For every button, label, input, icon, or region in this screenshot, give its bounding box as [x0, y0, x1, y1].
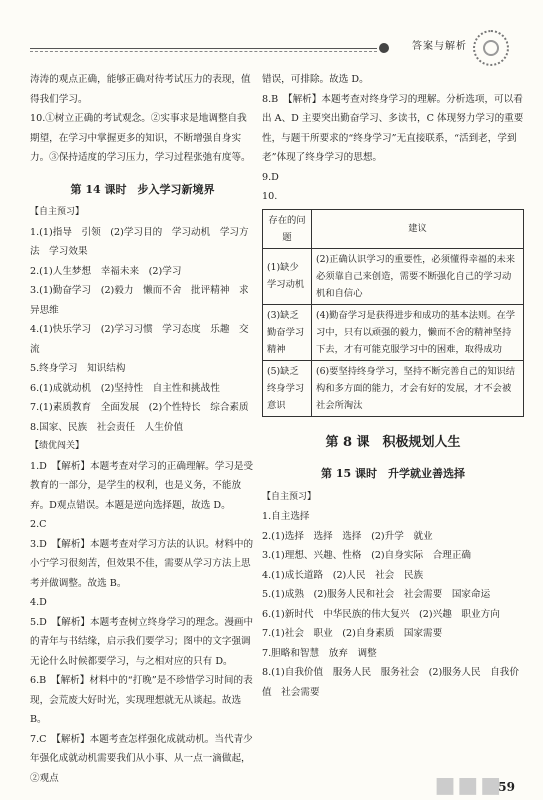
drill-label: 【绩优闯关】	[30, 441, 85, 451]
preview-label: 【自主预习】	[30, 207, 85, 217]
answer-item: 10.	[262, 191, 278, 202]
answer-item: 8.国家、民族 社会责任 人生价值	[30, 421, 184, 433]
header-title: 答案与解析	[412, 41, 467, 52]
answer-item: 1.D 【解析】本题考查对学习的正确理解。学习是受教育的一部分，是学生的权利，也是义务，不能放弃。D观点错误。本题是逆向选择题，故选 D。	[30, 460, 254, 511]
answer-item: 3.(1)勤奋学习 (2)毅力 懒而不舍 批评精神 求异思维	[30, 285, 249, 316]
right-intro-1: 错误，可排除。故选 D。	[262, 74, 369, 85]
lesson-14-title: 第 14 课时 步入学习新境界	[70, 182, 215, 196]
page-number: 59	[498, 780, 515, 794]
bullet-icon	[379, 43, 389, 53]
table-header-row	[263, 209, 524, 248]
lesson-15-title: 第 15 课时 升学就业善选择	[321, 467, 465, 480]
answer-item: 2.(1)选择 选择 选择 (2)升学 就业	[262, 530, 433, 542]
table-row	[263, 304, 524, 360]
header-rule	[30, 48, 377, 52]
table-cell: (6)要坚持终身学习，坚持不断完善自己的知识结构和多方面的能力，才会有好的发展，才不会被社会所淘汰	[312, 360, 524, 416]
answer-item: 6.B 【解析】材料中的“打晚”是不珍惜学习时间的表现，会荒废大好时光，实现理想就无从谈起。故选 B。	[30, 675, 253, 725]
answer-item: 7.(1)社会 职业 (2)自身素质 国家需要	[262, 628, 443, 639]
answer-item: 4.D	[30, 597, 47, 608]
left-column	[30, 70, 255, 788]
table-cell: (3)缺乏勤奋学习精神	[263, 304, 312, 360]
answer-item: 7.C 【解析】本题考查怎样强化成就动机。当代青少年强化成就动机需要我们从小事、从一点一滴做起，②观点	[30, 733, 253, 784]
watermark-logo: ■■■	[434, 773, 503, 798]
answer-item: 6.(1)新时代 中华民族的伟大复兴 (2)兴趣 职业方向	[262, 608, 500, 620]
answer-item: 9.D	[262, 171, 279, 183]
table-header-cell: 存在的问题	[263, 209, 312, 248]
table-cell: (4)勤奋学习是获得进步和成功的基本法则。在学习中，只有以顽强的毅力，懒而不舍的精神坚持下去，才有可能克服学习中的困难，取得成功	[312, 304, 524, 360]
answer-item: 6.(1)成就动机 (2)坚持性 自主性和挑战性	[30, 382, 220, 394]
answer-item: 8.B 【解析】本题考查对终身学习的理解。分析选项，可以看出 A、D 主要突出勤奋学习、多读书，C 体现努力学习的重要性，与题干所要求的“终身学习”无直接联系，“活到老，学到老”体现了终身学习的思想。	[262, 93, 524, 163]
answer-table	[262, 209, 524, 417]
answer-item: 4.(1)快乐学习 (2)学习习惯 学习态度 乐趣 交流	[30, 324, 249, 355]
table-header-cell: 建议	[312, 209, 524, 248]
answer-item: 3.D 【解析】本题考查对学习方法的认识。材料中的小宁学习很刻苦，但效果不佳，需要从学习方法上思考并做调整。故选 B。	[30, 538, 254, 589]
right-column	[262, 70, 524, 702]
answer-item: 1.(1)指导 引领 (2)学习目的 学习动机 学习方法 学习效果	[30, 226, 249, 257]
answer-item: 2.C	[30, 519, 47, 530]
chapter-8-title: 第 8 课 积极规划人生	[325, 434, 461, 450]
answer-item: 4.(1)成长道路 (2)人民 社会 民族	[262, 569, 424, 581]
table-cell: (1)缺少学习动机	[263, 248, 312, 304]
table-row	[263, 360, 524, 416]
answer-item: 3.(1)理想、兴趣、性格 (2)自身实际 合理正确	[262, 550, 472, 561]
answer-item: 7.胆略和智慧 放弃 调整	[262, 647, 377, 659]
preview-label: 【自主预习】	[262, 491, 317, 502]
answer-item: 5.D 【解析】本题考查树立终身学习的理念。漫画中的青年与书结缘，启示我们要学习；图中的文字强调无论什么时候都要学习，与之相对应的只有 D。	[30, 616, 254, 667]
table-cell: (2)正确认识学习的重要性，必须懂得幸福的未来必须靠自己来创造，需要不断强化自己的学习动机和自信心	[312, 248, 524, 304]
left-intro-2: 10.①树立正确的考试观念。②实事求是地调整自我期望，在学习中掌握更多的知识，不断增强自身实力。③保持适度的学习压力，学习过程张弛有度等。	[30, 113, 251, 163]
table-cell: (5)缺乏终身学习意识	[263, 360, 312, 416]
answer-item: 5.(1)成熟 (2)服务人民和社会 社会需要 国家命运	[262, 589, 491, 600]
seal-icon	[473, 30, 509, 66]
left-intro-1: 涛涛的观点正确，能够正确对待考试压力的表现，值得我们学习。	[30, 74, 251, 105]
answer-item: 8.(1)自我价值 服务人民 服务社会 (2)服务人民 自我价值 社会需要	[262, 667, 519, 698]
answer-item: 2.(1)人生梦想 幸福未来 (2)学习	[30, 265, 182, 277]
page-header	[30, 30, 527, 60]
table-row	[263, 248, 524, 304]
answer-item: 1.自主选择	[262, 511, 310, 522]
answer-item: 5.终身学习 知识结构	[30, 363, 126, 374]
answer-item: 7.(1)素质教育 全面发展 (2)个性特长 综合素质	[30, 402, 249, 413]
